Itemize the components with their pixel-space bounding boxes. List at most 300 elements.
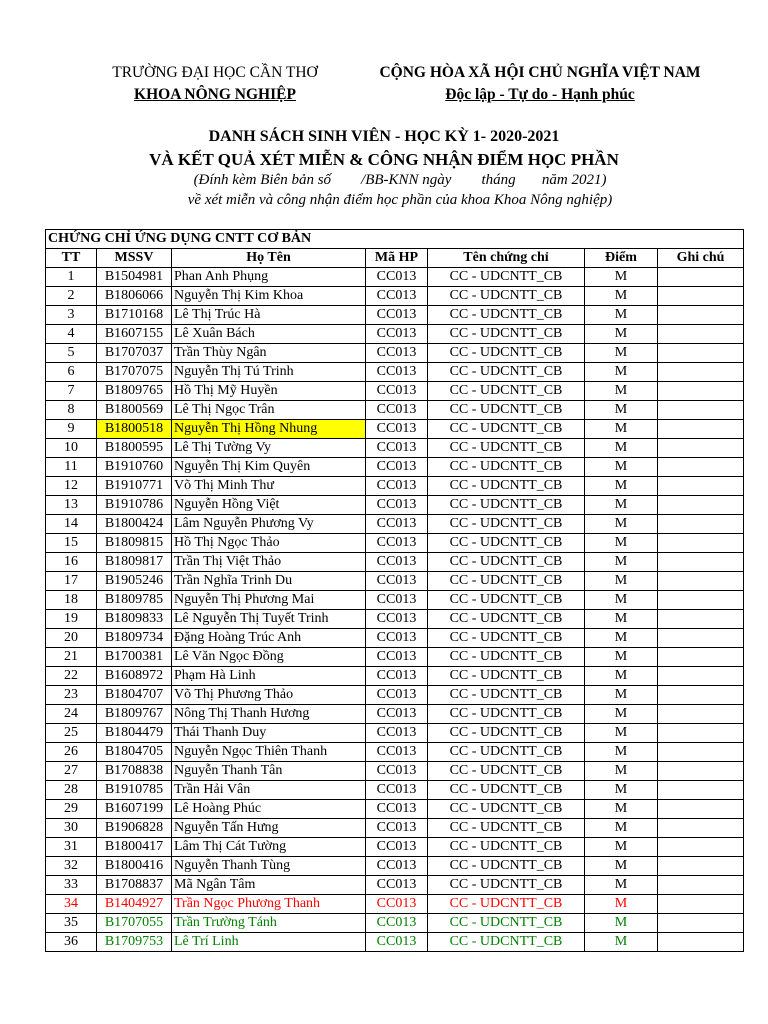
cell-cert: CC - UDCNTT_CB <box>428 629 585 648</box>
cell-score: M <box>585 705 658 724</box>
cell-name: Lê Trí Linh <box>172 933 366 952</box>
cell-name: Nguyễn Thị Kim Khoa <box>172 287 366 306</box>
cell-tt: 1 <box>46 268 97 287</box>
cell-cert: CC - UDCNTT_CB <box>428 420 585 439</box>
col-header-tt: TT <box>46 249 97 268</box>
table-row <box>46 477 744 496</box>
cell-score: M <box>585 268 658 287</box>
cell-tt: 9 <box>46 420 97 439</box>
header-row <box>46 249 744 268</box>
cell-mssv: B1906828 <box>97 819 172 838</box>
cell-code: CC013 <box>366 724 428 743</box>
cell-code: CC013 <box>366 401 428 420</box>
table-row <box>46 553 744 572</box>
document-subtitle: (Đính kèm Biên bản số /BB-KNN ngày tháng năm 2021) <box>193 172 607 188</box>
table-row <box>46 534 744 553</box>
cell-code: CC013 <box>366 762 428 781</box>
cell-tt: 27 <box>46 762 97 781</box>
col-header-mssv: MSSV <box>97 249 172 268</box>
cell-tt: 25 <box>46 724 97 743</box>
cell-cert: CC - UDCNTT_CB <box>428 705 585 724</box>
cell-name: Mã Ngân Tâm <box>172 876 366 895</box>
col-header-code: Mã HP <box>366 249 428 268</box>
cell-cert: CC - UDCNTT_CB <box>428 838 585 857</box>
cell-name: Trần Thị Việt Thảo <box>172 553 366 572</box>
table-row <box>46 325 744 344</box>
cell-name: Nguyễn Thị Tú Trinh <box>172 363 366 382</box>
cell-mssv: B1910760 <box>97 458 172 477</box>
cell-note <box>658 572 744 591</box>
cell-score: M <box>585 876 658 895</box>
cell-cert: CC - UDCNTT_CB <box>428 344 585 363</box>
cell-name: Lê Thị Trúc Hà <box>172 306 366 325</box>
cell-note <box>658 648 744 667</box>
table-row <box>46 743 744 762</box>
cell-tt: 2 <box>46 287 97 306</box>
cell-note <box>658 762 744 781</box>
cell-name: Nguyễn Thị Kim Quyên <box>172 458 366 477</box>
cell-tt: 7 <box>46 382 97 401</box>
cell-code: CC013 <box>366 534 428 553</box>
cell-cert: CC - UDCNTT_CB <box>428 686 585 705</box>
cell-cert: CC - UDCNTT_CB <box>428 933 585 952</box>
cell-tt: 8 <box>46 401 97 420</box>
cell-note <box>658 667 744 686</box>
cell-cert: CC - UDCNTT_CB <box>428 895 585 914</box>
cell-mssv: B1809765 <box>97 382 172 401</box>
cell-score: M <box>585 838 658 857</box>
cell-note <box>658 610 744 629</box>
cell-code: CC013 <box>366 743 428 762</box>
cell-score: M <box>585 420 658 439</box>
table-row <box>46 629 744 648</box>
cell-name: Nguyễn Hồng Việt <box>172 496 366 515</box>
cell-note <box>658 838 744 857</box>
table-row <box>46 933 744 952</box>
cell-note <box>658 382 744 401</box>
cell-note <box>658 515 744 534</box>
cell-code: CC013 <box>366 686 428 705</box>
cell-mssv: B1708838 <box>97 762 172 781</box>
cell-note <box>658 534 744 553</box>
cell-name: Nguyễn Thị Phương Mai <box>172 591 366 610</box>
cell-score: M <box>585 344 658 363</box>
cell-cert: CC - UDCNTT_CB <box>428 268 585 287</box>
cell-score: M <box>585 382 658 401</box>
cell-cert: CC - UDCNTT_CB <box>428 496 585 515</box>
col-header-cert: Tên chứng chỉ <box>428 249 585 268</box>
cell-cert: CC - UDCNTT_CB <box>428 610 585 629</box>
cell-cert: CC - UDCNTT_CB <box>428 515 585 534</box>
cell-tt: 10 <box>46 439 97 458</box>
faculty-name: KHOA NÔNG NGHIỆP <box>134 86 296 103</box>
cell-score: M <box>585 629 658 648</box>
cell-cert: CC - UDCNTT_CB <box>428 800 585 819</box>
table-row <box>46 724 744 743</box>
cell-code: CC013 <box>366 496 428 515</box>
cell-note <box>658 401 744 420</box>
cell-mssv: B1708837 <box>97 876 172 895</box>
cell-note <box>658 914 744 933</box>
cell-code: CC013 <box>366 610 428 629</box>
cell-note <box>658 306 744 325</box>
cell-name: Lâm Thị Cát Tường <box>172 838 366 857</box>
cell-score: M <box>585 895 658 914</box>
cell-tt: 30 <box>46 819 97 838</box>
cell-score: M <box>585 401 658 420</box>
table-row <box>46 895 744 914</box>
cell-note <box>658 553 744 572</box>
cell-name: Nguyễn Tấn Hưng <box>172 819 366 838</box>
table-row <box>46 382 744 401</box>
cell-name: Lê Xuân Bách <box>172 325 366 344</box>
cell-tt: 16 <box>46 553 97 572</box>
cell-mssv: B1607199 <box>97 800 172 819</box>
cell-cert: CC - UDCNTT_CB <box>428 401 585 420</box>
cell-mssv: B1707037 <box>97 344 172 363</box>
cell-tt: 6 <box>46 363 97 382</box>
cell-mssv: B1800569 <box>97 401 172 420</box>
cell-code: CC013 <box>366 914 428 933</box>
cell-mssv: B1707055 <box>97 914 172 933</box>
table-row <box>46 572 744 591</box>
cell-cert: CC - UDCNTT_CB <box>428 667 585 686</box>
col-header-score: Điểm <box>585 249 658 268</box>
table-row <box>46 667 744 686</box>
cell-code: CC013 <box>366 382 428 401</box>
cell-name: Nguyễn Thanh Tùng <box>172 857 366 876</box>
cell-cert: CC - UDCNTT_CB <box>428 819 585 838</box>
university-name: TRƯỜNG ĐẠI HỌC CẦN THƠ <box>112 64 318 81</box>
cell-score: M <box>585 667 658 686</box>
cell-score: M <box>585 439 658 458</box>
table-row <box>46 762 744 781</box>
cell-cert: CC - UDCNTT_CB <box>428 382 585 401</box>
cell-code: CC013 <box>366 287 428 306</box>
cell-score: M <box>585 572 658 591</box>
cell-code: CC013 <box>366 781 428 800</box>
cell-name: Võ Thị Minh Thư <box>172 477 366 496</box>
cell-tt: 23 <box>46 686 97 705</box>
cell-tt: 18 <box>46 591 97 610</box>
cell-mssv: B1707075 <box>97 363 172 382</box>
table-row <box>46 344 744 363</box>
table-row <box>46 401 744 420</box>
table-row <box>46 268 744 287</box>
cell-name: Trần Thùy Ngân <box>172 344 366 363</box>
cell-note <box>658 325 744 344</box>
cell-mssv: B1607155 <box>97 325 172 344</box>
table-row <box>46 705 744 724</box>
cell-code: CC013 <box>366 895 428 914</box>
cell-note <box>658 876 744 895</box>
cell-note <box>658 933 744 952</box>
cell-mssv: B1910771 <box>97 477 172 496</box>
cell-tt: 21 <box>46 648 97 667</box>
cell-mssv: B1809767 <box>97 705 172 724</box>
cell-name: Võ Thị Phương Thảo <box>172 686 366 705</box>
col-header-note: Ghi chú <box>658 249 744 268</box>
cell-score: M <box>585 458 658 477</box>
cell-name: Trần Hải Vân <box>172 781 366 800</box>
cell-tt: 33 <box>46 876 97 895</box>
cell-name: Lê Thị Tường Vy <box>172 439 366 458</box>
cell-code: CC013 <box>366 325 428 344</box>
cell-name: Nông Thị Thanh Hương <box>172 705 366 724</box>
cell-cert: CC - UDCNTT_CB <box>428 876 585 895</box>
cell-tt: 14 <box>46 515 97 534</box>
cell-code: CC013 <box>366 838 428 857</box>
cell-mssv: B1809734 <box>97 629 172 648</box>
cell-name: Phạm Hà Linh <box>172 667 366 686</box>
table-row <box>46 287 744 306</box>
col-header-name: Họ Tên <box>172 249 366 268</box>
table-row <box>46 306 744 325</box>
cell-score: M <box>585 534 658 553</box>
table-row <box>46 363 744 382</box>
table-row <box>46 458 744 477</box>
cell-cert: CC - UDCNTT_CB <box>428 648 585 667</box>
cell-mssv: B1800518 <box>97 420 172 439</box>
table-row <box>46 857 744 876</box>
cell-code: CC013 <box>366 667 428 686</box>
cell-name: Trần Ngọc Phương Thanh <box>172 895 366 914</box>
cell-code: CC013 <box>366 572 428 591</box>
cell-note <box>658 781 744 800</box>
cell-code: CC013 <box>366 876 428 895</box>
cell-score: M <box>585 781 658 800</box>
table-row <box>46 648 744 667</box>
cell-score: M <box>585 648 658 667</box>
cell-score: M <box>585 800 658 819</box>
cell-mssv: B1809815 <box>97 534 172 553</box>
cell-name: Lâm Nguyễn Phương Vy <box>172 515 366 534</box>
cell-name: Lê Thị Ngọc Trân <box>172 401 366 420</box>
cell-tt: 3 <box>46 306 97 325</box>
cell-score: M <box>585 363 658 382</box>
cell-score: M <box>585 857 658 876</box>
cell-mssv: B1800417 <box>97 838 172 857</box>
cell-name: Thái Thanh Duy <box>172 724 366 743</box>
cell-cert: CC - UDCNTT_CB <box>428 857 585 876</box>
cell-note <box>658 629 744 648</box>
cell-mssv: B1804707 <box>97 686 172 705</box>
cell-mssv: B1504981 <box>97 268 172 287</box>
table-row <box>46 781 744 800</box>
cell-score: M <box>585 553 658 572</box>
cell-note <box>658 705 744 724</box>
cell-code: CC013 <box>366 439 428 458</box>
cell-tt: 31 <box>46 838 97 857</box>
motto: Độc lập - Tự do - Hạnh phúc <box>445 86 635 103</box>
cell-note <box>658 344 744 363</box>
cell-mssv: B1800416 <box>97 857 172 876</box>
table-row <box>46 914 744 933</box>
cell-cert: CC - UDCNTT_CB <box>428 914 585 933</box>
cell-mssv: B1809785 <box>97 591 172 610</box>
cell-cert: CC - UDCNTT_CB <box>428 477 585 496</box>
cell-code: CC013 <box>366 629 428 648</box>
cell-name: Nguyễn Ngọc Thiên Thanh <box>172 743 366 762</box>
cell-code: CC013 <box>366 515 428 534</box>
cell-score: M <box>585 610 658 629</box>
cell-code: CC013 <box>366 420 428 439</box>
cell-mssv: B1800595 <box>97 439 172 458</box>
cell-cert: CC - UDCNTT_CB <box>428 762 585 781</box>
cell-note <box>658 268 744 287</box>
cell-note <box>658 819 744 838</box>
table-row <box>46 496 744 515</box>
cell-note <box>658 363 744 382</box>
cell-code: CC013 <box>366 363 428 382</box>
cell-mssv: B1608972 <box>97 667 172 686</box>
table-row <box>46 420 744 439</box>
cell-name: Nguyễn Thị Hồng Nhung <box>172 420 366 439</box>
cell-tt: 4 <box>46 325 97 344</box>
cell-cert: CC - UDCNTT_CB <box>428 591 585 610</box>
cell-score: M <box>585 819 658 838</box>
cell-tt: 20 <box>46 629 97 648</box>
cell-note <box>658 477 744 496</box>
cell-tt: 34 <box>46 895 97 914</box>
cell-tt: 35 <box>46 914 97 933</box>
cell-cert: CC - UDCNTT_CB <box>428 287 585 306</box>
cell-code: CC013 <box>366 553 428 572</box>
cell-name: Nguyễn Thanh Tân <box>172 762 366 781</box>
cell-score: M <box>585 325 658 344</box>
cell-tt: 32 <box>46 857 97 876</box>
cell-note <box>658 686 744 705</box>
cell-mssv: B1809833 <box>97 610 172 629</box>
cell-cert: CC - UDCNTT_CB <box>428 306 585 325</box>
table-row <box>46 800 744 819</box>
cell-name: Phan Anh Phụng <box>172 268 366 287</box>
cell-score: M <box>585 496 658 515</box>
cell-code: CC013 <box>366 477 428 496</box>
document-subtitle-line2: về xét miễn và công nhận điểm học phần của khoa Khoa Nông nghiệp) <box>187 192 613 208</box>
table-row <box>46 876 744 895</box>
cell-tt: 28 <box>46 781 97 800</box>
cell-cert: CC - UDCNTT_CB <box>428 534 585 553</box>
cell-score: M <box>585 686 658 705</box>
cell-note <box>658 420 744 439</box>
cell-tt: 11 <box>46 458 97 477</box>
document-title-line2: VÀ KẾT QUẢ XÉT MIỄN & CÔNG NHẬN ĐIỂM HỌC PHẦN <box>149 150 619 169</box>
cell-score: M <box>585 724 658 743</box>
cell-score: M <box>585 306 658 325</box>
cell-note <box>658 895 744 914</box>
cell-score: M <box>585 287 658 306</box>
table-row <box>46 591 744 610</box>
section-row <box>46 230 744 249</box>
cell-code: CC013 <box>366 268 428 287</box>
cell-mssv: B1404927 <box>97 895 172 914</box>
cell-code: CC013 <box>366 857 428 876</box>
cell-mssv: B1910785 <box>97 781 172 800</box>
cell-code: CC013 <box>366 933 428 952</box>
cell-mssv: B1809817 <box>97 553 172 572</box>
cell-note <box>658 800 744 819</box>
cell-code: CC013 <box>366 648 428 667</box>
cell-cert: CC - UDCNTT_CB <box>428 572 585 591</box>
cell-cert: CC - UDCNTT_CB <box>428 724 585 743</box>
table-row <box>46 686 744 705</box>
cell-note <box>658 287 744 306</box>
cell-tt: 29 <box>46 800 97 819</box>
cell-code: CC013 <box>366 458 428 477</box>
cell-note <box>658 591 744 610</box>
cell-tt: 36 <box>46 933 97 952</box>
cell-tt: 24 <box>46 705 97 724</box>
cell-cert: CC - UDCNTT_CB <box>428 458 585 477</box>
cell-note <box>658 857 744 876</box>
cell-code: CC013 <box>366 819 428 838</box>
cell-score: M <box>585 477 658 496</box>
cell-cert: CC - UDCNTT_CB <box>428 781 585 800</box>
cell-code: CC013 <box>366 591 428 610</box>
cell-mssv: B1700381 <box>97 648 172 667</box>
cell-score: M <box>585 591 658 610</box>
cell-tt: 15 <box>46 534 97 553</box>
country-name: CỘNG HÒA XÃ HỘI CHỦ NGHĨA VIỆT NAM <box>379 64 701 81</box>
section-title: CHỨNG CHỈ ỨNG DỤNG CNTT CƠ BẢN <box>46 230 744 249</box>
cell-name: Hồ Thị Ngọc Thảo <box>172 534 366 553</box>
table-row <box>46 819 744 838</box>
cell-code: CC013 <box>366 306 428 325</box>
cell-mssv: B1710168 <box>97 306 172 325</box>
cell-tt: 5 <box>46 344 97 363</box>
cell-score: M <box>585 914 658 933</box>
cell-name: Trần Trường Tánh <box>172 914 366 933</box>
cell-name: Lê Nguyễn Thị Tuyết Trinh <box>172 610 366 629</box>
cell-note <box>658 724 744 743</box>
table-row <box>46 838 744 857</box>
cell-tt: 12 <box>46 477 97 496</box>
cell-mssv: B1804705 <box>97 743 172 762</box>
cell-code: CC013 <box>366 344 428 363</box>
cell-code: CC013 <box>366 800 428 819</box>
cell-mssv: B1905246 <box>97 572 172 591</box>
cell-score: M <box>585 933 658 952</box>
table-row <box>46 610 744 629</box>
cell-note <box>658 439 744 458</box>
student-table <box>45 229 744 952</box>
cell-name: Trần Nghĩa Trinh Du <box>172 572 366 591</box>
cell-tt: 26 <box>46 743 97 762</box>
cell-mssv: B1806066 <box>97 287 172 306</box>
cell-cert: CC - UDCNTT_CB <box>428 363 585 382</box>
cell-name: Đặng Hoàng Trúc Anh <box>172 629 366 648</box>
cell-mssv: B1804479 <box>97 724 172 743</box>
cell-note <box>658 496 744 515</box>
cell-name: Lê Hoàng Phúc <box>172 800 366 819</box>
cell-mssv: B1800424 <box>97 515 172 534</box>
cell-mssv: B1910786 <box>97 496 172 515</box>
cell-tt: 19 <box>46 610 97 629</box>
cell-score: M <box>585 762 658 781</box>
cell-tt: 17 <box>46 572 97 591</box>
cell-score: M <box>585 515 658 534</box>
cell-cert: CC - UDCNTT_CB <box>428 325 585 344</box>
cell-cert: CC - UDCNTT_CB <box>428 553 585 572</box>
cell-name: Lê Văn Ngọc Đồng <box>172 648 366 667</box>
table-row <box>46 439 744 458</box>
cell-score: M <box>585 743 658 762</box>
cell-code: CC013 <box>366 705 428 724</box>
cell-mssv: B1709753 <box>97 933 172 952</box>
cell-tt: 13 <box>46 496 97 515</box>
table-row <box>46 515 744 534</box>
